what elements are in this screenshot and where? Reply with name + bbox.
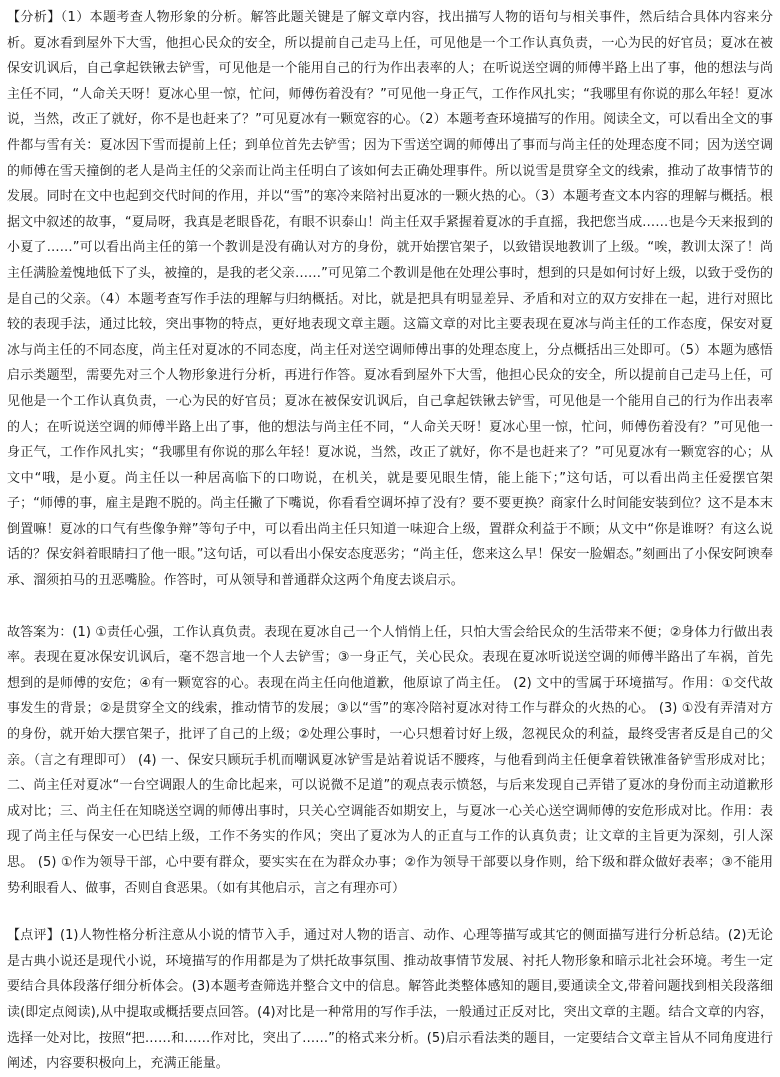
paragraph-gap <box>7 901 773 923</box>
analysis-paragraph: 【分析】（1）本题考查人物形象的分析。解答此题关键是了解文章内容，找出描写人物的语句与相关事件，然后结合具体内容来分析。夏冰看到屋外下大雪，他担心民众的安全，所以提前自己走马上任，可见他是一个工作认真负责，一心为民的好官员；夏冰在被保安讥讽后，自己拿起铁锹去铲雪，可见他是一个能用自己的行为作出表率的人；在听说送空调的师傅半路上出了事，他的想法与尚主任不同，“人命关天呀！夏冰心里一惊，忙问，师傅伤着没有？”可见他一身正气，工作作风扎实；“我哪里有你说的那么年轻！夏冰说，当然，改正了就好，你不是也赶来了？”可见夏冰有一颗宽容的心。（2）本题考查环境描写的作用。阅读全文，可以看出全文的事件都与雪有关：夏冰因下雪而提前上任；到单位首先去铲雪；因为下雪送空调的师傅出了事而与尚主任的处理态度不同；因为送空调的师傅在雪天撞倒的老人是尚主任的父亲而让尚主任明白了该如何去正确处理事件。所以说雪是贯穿全文的线索，推动了故事情节的发展。同时在文中也起到交代时间的作用，并以“雪”的寒冷来陪衬出夏冰的一颗火热的心。（3）本题考查文本内容的理解与概括。根据文中叙述的故事，“夏局呀，我真是老眼昏花，有眼不识泰山！尚主任双手紧握着夏冰的手直摇，我把您当成……也是今天来报到的小夏了……”可以看出尚主任的第一个教训是没有确认对方的身份，就开始摆官架子，以致错误地教训了上级。“唉，教训太深了！尚主任满脸羞愧地低下了头，被撞的，是我的老父亲……”可见第二个教训是他在处理公事时，想到的只是如何讨好上级，以致于受伤的是自己的父亲。（4）本题考查写作手法的理解与归纳概括。对比，就是把具有明显差异、矛盾和对立的双方安排在一起，进行对照比较的表现手法，通过比较，突出事物的特点，更好地表现文章主题。这篇文章的对比主要表现在夏冰与尚主任的工作态度，保安对夏冰与尚主任的不同态度，尚主任对夏冰的不同态度，尚主任对送空调师傅出事的处理态度上，分点概括出三处即可。（5）本题为感悟启示类题型，需要先对三个人物形象进行分析，再进行作答。夏冰看到屋外下大雪，他担心民众的安全，所以提前自己走马上任，可见他是一个工作认真负责，一心为民的好官员；夏冰在被保安讥讽后，自己拿起铁锹去铲雪，可见他是一个能用自己的行为作出表率的人；在听说送空调的师傅半路上出了事，他的想法与尚主任不同，“人命关天呀！夏冰心里一惊，忙问，师傅伤着没有？”可见他一身正气，工作作风扎实；“我哪里有你说的那么年轻！夏冰说，当然，改正了就好，你不是也赶来了？”可见夏冰有一颗宽容的心；从文中“哦，是小夏。尚主任以一种居高临下的口吻说，在机关，就是要见眼生情，能上能下；”这句话，可以看出尚主任爱摆官架子；“师傅的事，雇主是跑不脱的。尚主任撇了下嘴说，你看看空调坏掉了没有？要不要更换？商家什么时间能安装到位？这不是本末倒置嘛！夏冰的口气有些像争辩”等句子中，可以看出尚主任只知道一味迎合上级，置群众利益于不顾；从文中“你是谁呀？有这么说话的？保安斜着眼睛扫了他一眼。”这句话，可以看出小保安态度恶劣；“尚主任，您来这么早！保安一脸媚态。”刻画出了小保安阿谀奉承、溜须拍马的丑恶嘴脸。作答时，可从领导和普通群众这两个角度去谈启示。 <box>7 10 773 589</box>
answer-paragraph: 故答案为：(1) ①责任心强，工作认真负责。表现在夏冰自己一个人悄悄上任，只怕大雪会给民众的生活带来不便；②身体力行做出表率。表现在夏冰保安讥讽后，毫不怨言地一个人去铲雪；③一身正气，关心民众。表现在夏冰听说送空调的师傅半路出了车祸，首先想到的是师傅的安危；④有一颗宽容的心。表现在尚主任向他道歉，他原谅了尚主任。 (2) 文中的雪属于环境描写。作用：①交代故事发生的背景；②是贯穿全文的线索，推动情节的发展；③以“雪”的寒冷陪衬夏冰对待工作与群众的火热的心。 (3) ①没有弄清对方的身份，就开始大摆官架子，批评了自己的上级；②处理公事时，一心只想着讨好上级，忽视民众的利益，最终受害者反是自己的父亲。（言之有理即可） (4) 一、保安只顾玩手机而嘲讽夏冰铲雪是站着说话不腰疼，与他看到尚主任便拿着铁锹准备铲雪形成对比；二、尚主任对夏冰“一台空调跟人的生命比起来，可以说微不足道”的观点表示愤怒，与后来发现自己弄错了夏冰的身份而主动道歉形成对比；三、尚主任在知晓送空调的师傅出事时，只关心空调能否如期安上，与夏冰一心关心送空调师傅的安危形成对比。作用：表现了尚主任与保安一心巴结上级，工作不务实的作风；突出了夏冰为人的正直与工作的认真负责；让文章的主旨更为深刻，引人深思。 (5) ①作为领导干部，心中要有群众，要实实在在为群众办事；②作为领导干部要以身作则，给下级和群众做好表率；③不能用势利眼看人、做事，否则自食恶果。（如有其他启示，言之有理亦可） <box>7 624 773 896</box>
comment-paragraph: 【点评】(1)人物性格分析注意从小说的情节入手，通过对人物的语言、动作、心理等描写或其它的侧面描写进行分析总结。(2)无论是古典小说还是现代小说，环境描写的作用都是为了烘托故事氛围、推动故事情节发展、衬托人物形象和暗示北社会环境。考生一定要结合具体段落仔细分析体会。(3)本题考查筛选并整合文中的信息。解答此类整体感知的题目,要通读全文,带着问题找到相关段落细读(即定点阅读),从中提取或概括要点回答。(4)对比是一种常用的写作手法，一般通过正反对比，突出文章的主题。结合文章的内容，选择一处对比，按照“把……和……作对比，突出了……”的格式来分析。(5)启示看法类的题目，一定要结合文章主旨从不同角度进行阐述，内容要积极向上，充满正能量。 <box>7 928 773 1072</box>
paragraph-gap <box>7 594 773 620</box>
